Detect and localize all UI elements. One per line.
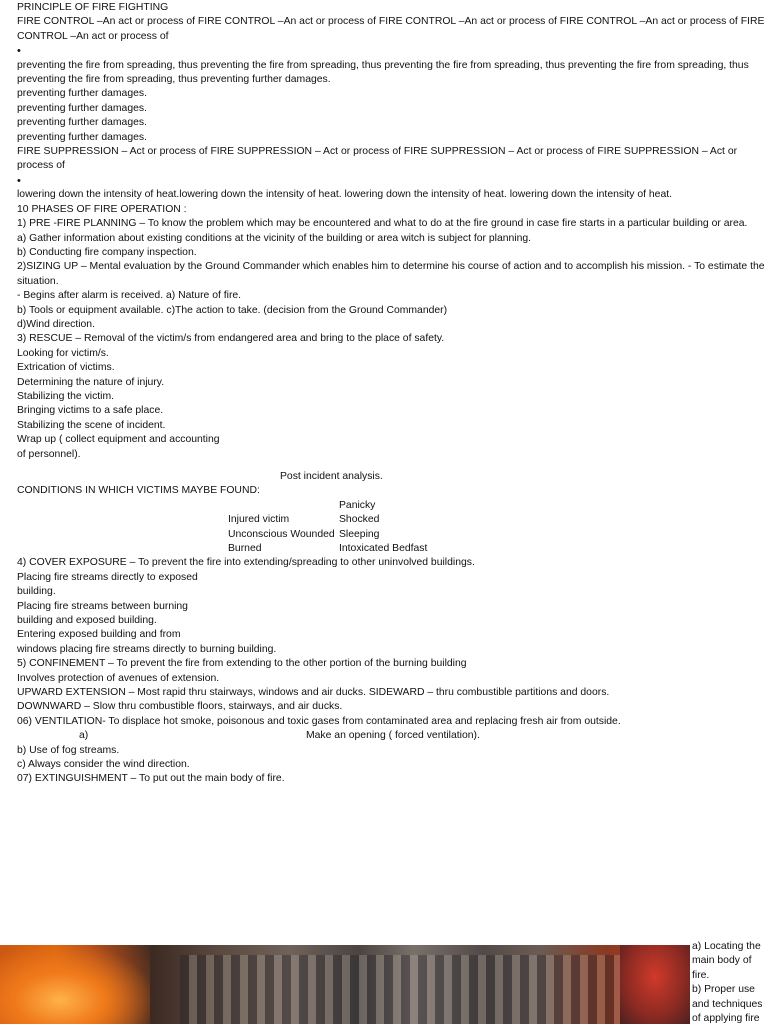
ventilation-row (17, 729, 767, 743)
extinguishment-item-b: b) Proper use and techniques of applying fire (692, 984, 763, 1025)
cover-exposure-step: Placing fire streams between burning (17, 600, 188, 612)
phase-4-cover-exposure: 4) COVER EXPOSURE – To prevent the fire into extending/spreading to other uninvolved buildings. (17, 557, 475, 569)
rescue-step-cont: of personnel). (17, 448, 81, 460)
condition-item: Burned (228, 542, 262, 554)
phase-1-pre-fire-planning: 1) PRE -FIRE PLANNING – To know the problem which may be encountered and what to do at the fire ground in case fire starts in a particular building or area. (17, 218, 748, 230)
phase-7-extinguishment: 07) EXTINGUISHMENT – To put out the main body of fire. (17, 773, 285, 785)
condition-item: Sleeping (339, 528, 380, 540)
crowd-figures (180, 955, 660, 1024)
cover-exposure-step: building. (17, 586, 56, 598)
rescue-step: Looking for victim/s. (17, 347, 109, 359)
ventilation-item: c) Always consider the wind direction. (17, 759, 190, 771)
confinement-detail: DOWNWARD – Slow thru combustible floors, stairways, and air ducks. (17, 701, 343, 713)
phases-heading: 10 PHASES OF FIRE OPERATION : (17, 203, 187, 215)
confinement-detail: UPWARD EXTENSION – Most rapid thru stairways, windows and air ducks. SIDEWARD – thru combustible partitions and doors. (17, 687, 610, 699)
conditions-heading: CONDITIONS IN WHICH VICTIMS MAYBE FOUND: (17, 485, 260, 497)
phase-2-item: - Begins after alarm is received. a) Nature of fire. (17, 290, 242, 302)
phase-1-item-a: a) Gather information about existing conditions at the vicinity of the building or area witch is subject for planning. (17, 232, 532, 244)
rescue-step: Bringing victims to a safe place. (17, 405, 164, 417)
text-line: preventing further damages. (17, 88, 147, 100)
fire-control-detail: preventing the fire from spreading, thus preventing the fire from spreading, thus preventing the fire from spreading, thus preventing the fire from spreading, thus preventing the fire from spreading, thus preventing further damages. (17, 59, 749, 86)
phase-3-rescue: 3) RESCUE – Removal of the victim/s from endangered area and bring to the place of safety. (17, 333, 445, 345)
rescue-step: Stabilizing the victim. (17, 390, 115, 402)
rescue-step: Stabilizing the scene of incident. (17, 419, 166, 431)
rescue-step: Determining the nature of injury. (17, 376, 165, 388)
fire-control-definition: FIRE CONTROL –An act or process of FIRE CONTROL –An act or process of FIRE CONTROL –An act or process of FIRE CONTROL –An act or process of FIRE CONTROL –An act or process of (17, 16, 765, 42)
cover-exposure-step: Placing fire streams directly to exposed (17, 571, 198, 583)
fire-flames (0, 945, 150, 1024)
text-line: preventing further damages. (17, 117, 147, 129)
extinguishment-item-a: a) Locating the main body of fire. (692, 941, 761, 981)
phase-1-item-b: b) Conducting fire company inspection. (17, 246, 197, 258)
condition-item: Unconscious Wounded (228, 528, 335, 540)
condition-item: Intoxicated Bedfast (339, 542, 428, 554)
condition-item: Injured victim (228, 514, 290, 526)
phase-5-confinement: 5) CONFINEMENT – To prevent the fire from extending to the other portion of the burning building (17, 658, 467, 670)
text-line: preventing further damages. (17, 102, 147, 114)
rescue-step: Extrication of victims. (17, 362, 115, 374)
ventilation-item: Make an opening ( forced ventilation). (306, 730, 480, 742)
bullet-point: • (17, 45, 21, 58)
firefighting-photo (0, 945, 690, 1024)
extinguishment-side-column (692, 940, 768, 1026)
document-body (17, 1, 767, 787)
phase-2-item: b) Tools or equipment available. c)The action to take. (decision from the Ground Commander) (17, 304, 448, 316)
rescue-step: Wrap up ( collect equipment and accounting (17, 434, 220, 446)
conditions-row (17, 513, 767, 527)
phase-2-item: d)Wind direction. (17, 318, 95, 330)
rescue-step: Post incident analysis. (280, 471, 383, 482)
text-line: preventing further damages. (17, 131, 147, 143)
confinement-detail: Involves protection of avenues of extension. (17, 672, 220, 684)
conditions-row (17, 499, 767, 513)
cover-exposure-step: building and exposed building. (17, 614, 157, 626)
phase-6-ventilation: 06) VENTILATION- To displace hot smoke, poisonous and toxic gases from contaminated area and replacing fresh air from outside. (17, 715, 621, 727)
condition-item: Shocked (339, 514, 380, 526)
condition-item: Panicky (339, 499, 376, 511)
ventilation-item-label: a) (79, 730, 89, 742)
rescue-step-row (17, 470, 767, 484)
phase-2-sizing-up: 2)SIZING UP – Mental evaluation by the Ground Commander which enables him to determine his course of action and to accomplish his mission. - To estimate the situation. (17, 261, 765, 287)
doc-title: PRINCIPLE OF FIRE FIGHTING (17, 2, 169, 13)
bullet-point: • (17, 174, 21, 187)
spacer (17, 462, 767, 470)
cover-exposure-step: windows placing fire streams directly to burning building. (17, 643, 277, 655)
fire-suppression-detail: lowering down the intensity of heat.lowering down the intensity of heat. lowering down the intensity of heat. lowering down the intensity of heat. (17, 189, 673, 201)
conditions-row (17, 542, 767, 556)
ventilation-item: b) Use of fog streams. (17, 744, 120, 756)
fire-truck (620, 945, 690, 1024)
cover-exposure-step: Entering exposed building and from (17, 629, 181, 641)
fire-suppression-definition: FIRE SUPPRESSION – Act or process of FIRE SUPPRESSION – Act or process of FIRE SUPPRESSION – Act or process of FIRE SUPPRESSION – Act or process of (17, 146, 738, 172)
conditions-row (17, 528, 767, 542)
